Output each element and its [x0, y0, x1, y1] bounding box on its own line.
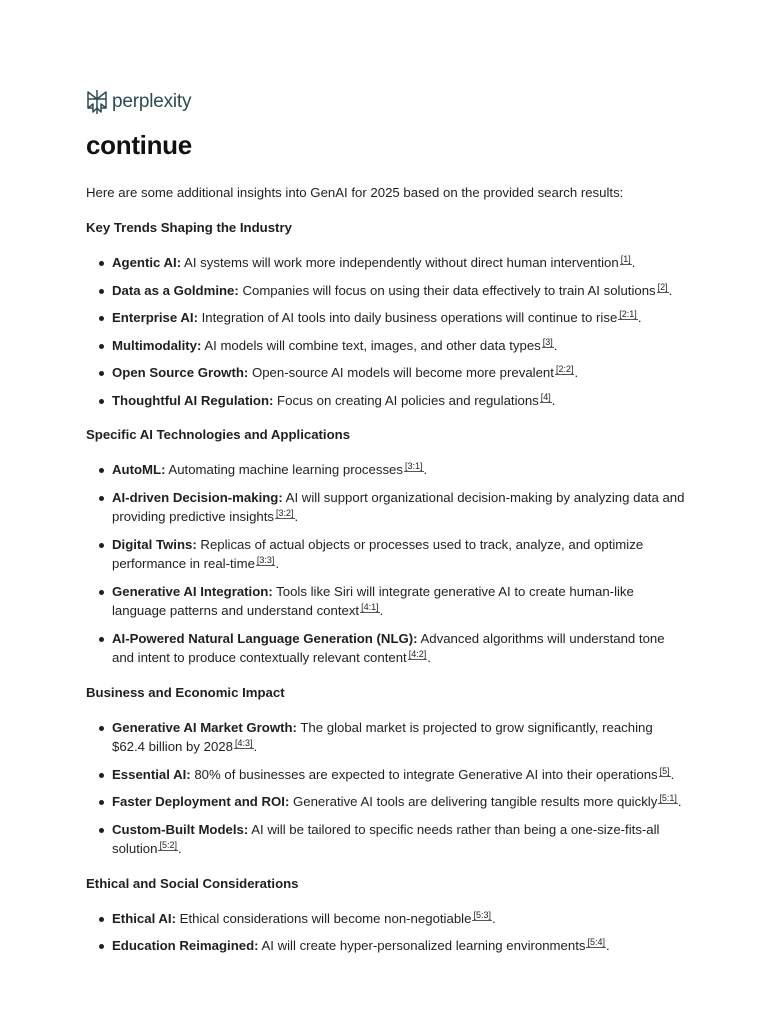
citation-link[interactable]: [5:4] — [587, 937, 605, 947]
list-item: Education Reimagined: AI will create hyper-personalized learning environments [5:4]. — [112, 936, 688, 956]
citation-link[interactable]: [1] — [620, 254, 631, 264]
item-term: Agentic AI: — [112, 255, 182, 270]
bullet-list — [86, 253, 688, 410]
list-item: Generative AI Integration: Tools like Siri will integrate generative AI to create human-like language patterns and understand context [4:1]. — [112, 582, 688, 621]
citation-link[interactable]: [3:3] — [256, 555, 275, 565]
item-text: Companies will focus on using their data effectively to train AI solutions — [238, 282, 656, 298]
item-text: The global market is projected to grow significantly, reaching $62.4 billion by 2028 — [112, 719, 653, 754]
intro-text: Here are some additional insights into GenAI for 2025 based on the provided search results: — [86, 185, 624, 200]
item-term: Education Reimagined: — [112, 938, 259, 953]
section-heading: Business and Economic Impact — [86, 684, 285, 700]
citation-link[interactable]: [3:2] — [276, 508, 294, 518]
list-item: Data as a Goldmine: Companies will focus on using their data effectively to train AI solutions [2]. — [112, 281, 688, 301]
list-item: Thoughtful AI Regulation: Focus on creating AI policies and regulations [4]. — [112, 391, 688, 411]
item-term: Open Source Growth: — [112, 365, 249, 380]
answer-body — [86, 218, 688, 956]
bullet-list — [86, 909, 688, 956]
list-item: Essential AI: 80% of businesses are expected to integrate Generative AI into their operations [5]. — [112, 765, 688, 785]
citation-link[interactable]: [4:3] — [234, 738, 253, 748]
item-term: Custom-Built Models: — [112, 821, 249, 837]
item-text: 80% of businesses are expected to integrate Generative AI into their operations — [190, 766, 658, 782]
list-item: Open Source Growth: Open-source AI models will become more prevalent [2:2]. — [112, 363, 688, 383]
citation-link[interactable]: [3] — [542, 336, 553, 347]
list-item: Digital Twins: Replicas of actual objects or processes used to track, analyze, and optimize performance in real-time [3:3]. — [112, 535, 688, 574]
item-term: Generative AI Integration: — [112, 583, 273, 599]
item-term: Data as a Goldmine: — [112, 282, 239, 298]
citation-link[interactable]: [2] — [657, 281, 668, 292]
list-item: Faster Deployment and ROI: Generative AI tools are delivering tangible results more quickly [5:1]. — [112, 792, 688, 812]
item-term: Multimodality: — [112, 337, 202, 353]
citation-link[interactable]: [2:1] — [619, 309, 637, 319]
citation-link[interactable]: [2:2] — [555, 364, 574, 374]
item-term: AI-driven Decision-making: — [112, 489, 283, 505]
item-text: Focus on creating AI policies and regulations — [273, 392, 539, 408]
item-text: AI will be tailored to specific needs rather than being a one-size-fits-all solution — [112, 821, 660, 856]
list-item: AI-driven Decision-making: AI will support organizational decision-making by analyzing data and providing predictive insights [3:2]. — [112, 488, 688, 527]
item-text: AI will support organizational decision-making by analyzing data and providing predictive insights — [112, 489, 685, 524]
bullet-list — [86, 460, 688, 668]
item-text: Tools like Siri will integrate generative AI to create human-like language patterns and understand context — [112, 583, 634, 618]
citation-link[interactable]: [4:1] — [361, 602, 379, 612]
item-text: Integration of AI tools into daily business operations will continue to rise — [197, 310, 618, 325]
item-term: Generative AI Market Growth: — [112, 719, 297, 735]
section-heading: Specific AI Technologies and Applications — [86, 427, 351, 442]
item-term: Digital Twins: — [112, 536, 197, 552]
item-text: AI systems will work more independently without direct human intervention — [181, 255, 619, 270]
citation-link[interactable]: [4] — [540, 391, 551, 402]
list-item: AutoML: Automating machine learning processes [3:1]. — [112, 460, 688, 480]
list-item: Multimodality: AI models will combine text, images, and other data types [3]. — [112, 336, 688, 356]
list-item: Custom-Built Models: AI will be tailored to specific needs rather than being a one-size-fits-all solution [5:2]. — [112, 820, 688, 859]
item-term: Ethical AI: — [112, 910, 176, 926]
item-text: Advanced algorithms will understand tone and intent to produce contextually relevant content — [112, 630, 665, 665]
item-term: AI-Powered Natural Language Generation (NLG): — [112, 630, 418, 646]
list-item: Agentic AI: AI systems will work more independently without direct human intervention [1]. — [112, 253, 688, 273]
list-item: AI-Powered Natural Language Generation (NLG): Advanced algorithms will understand tone and intent to produce contextually relevant content [4:2]. — [112, 629, 688, 668]
brand-logo[interactable] — [86, 88, 688, 116]
item-text: Open-source AI models will become more prevalent — [248, 365, 554, 380]
citation-link[interactable]: [5:3] — [473, 909, 491, 920]
page-title: continue — [86, 130, 192, 160]
item-text: Automating machine learning processes — [165, 462, 403, 477]
citation-link[interactable]: [3:1] — [404, 461, 423, 471]
item-text: Ethical considerations will become non-negotiable — [176, 910, 472, 926]
list-item: Ethical AI: Ethical considerations will become non-negotiable [5:3]. — [112, 909, 688, 929]
item-term: Enterprise AI: — [112, 310, 198, 325]
citation-link[interactable]: [4:2] — [408, 649, 427, 659]
citation-link[interactable]: [5:1] — [659, 793, 677, 803]
citation-link[interactable]: [5:2] — [159, 840, 177, 850]
citation-link[interactable]: [5] — [659, 765, 670, 776]
brand-name: perplexity — [112, 91, 192, 112]
item-term: Essential AI: — [112, 766, 191, 782]
item-term: Faster Deployment and ROI: — [112, 794, 290, 809]
perplexity-logo-icon — [86, 89, 108, 115]
item-text: AI models will combine text, images, and other data types — [201, 337, 541, 353]
item-term: AutoML: — [112, 462, 166, 477]
item-text: Replicas of actual objects or processes used to track, analyze, and optimize performance in real-time — [112, 536, 644, 571]
item-text: Generative AI tools are delivering tangible results more quickly — [289, 794, 658, 809]
list-item: Generative AI Market Growth: The global market is projected to grow significantly, reaching $62.4 billion by 2028 [4:3]. — [112, 718, 688, 757]
section-heading: Key Trends Shaping the Industry — [86, 220, 292, 235]
item-text: AI will create hyper-personalized learning environments — [258, 938, 586, 953]
bullet-list — [86, 718, 688, 859]
item-term: Thoughtful AI Regulation: — [112, 392, 274, 408]
section-heading: Ethical and Social Considerations — [86, 875, 299, 891]
list-item: Enterprise AI: Integration of AI tools into daily business operations will continue to rise [2:1]. — [112, 308, 688, 328]
